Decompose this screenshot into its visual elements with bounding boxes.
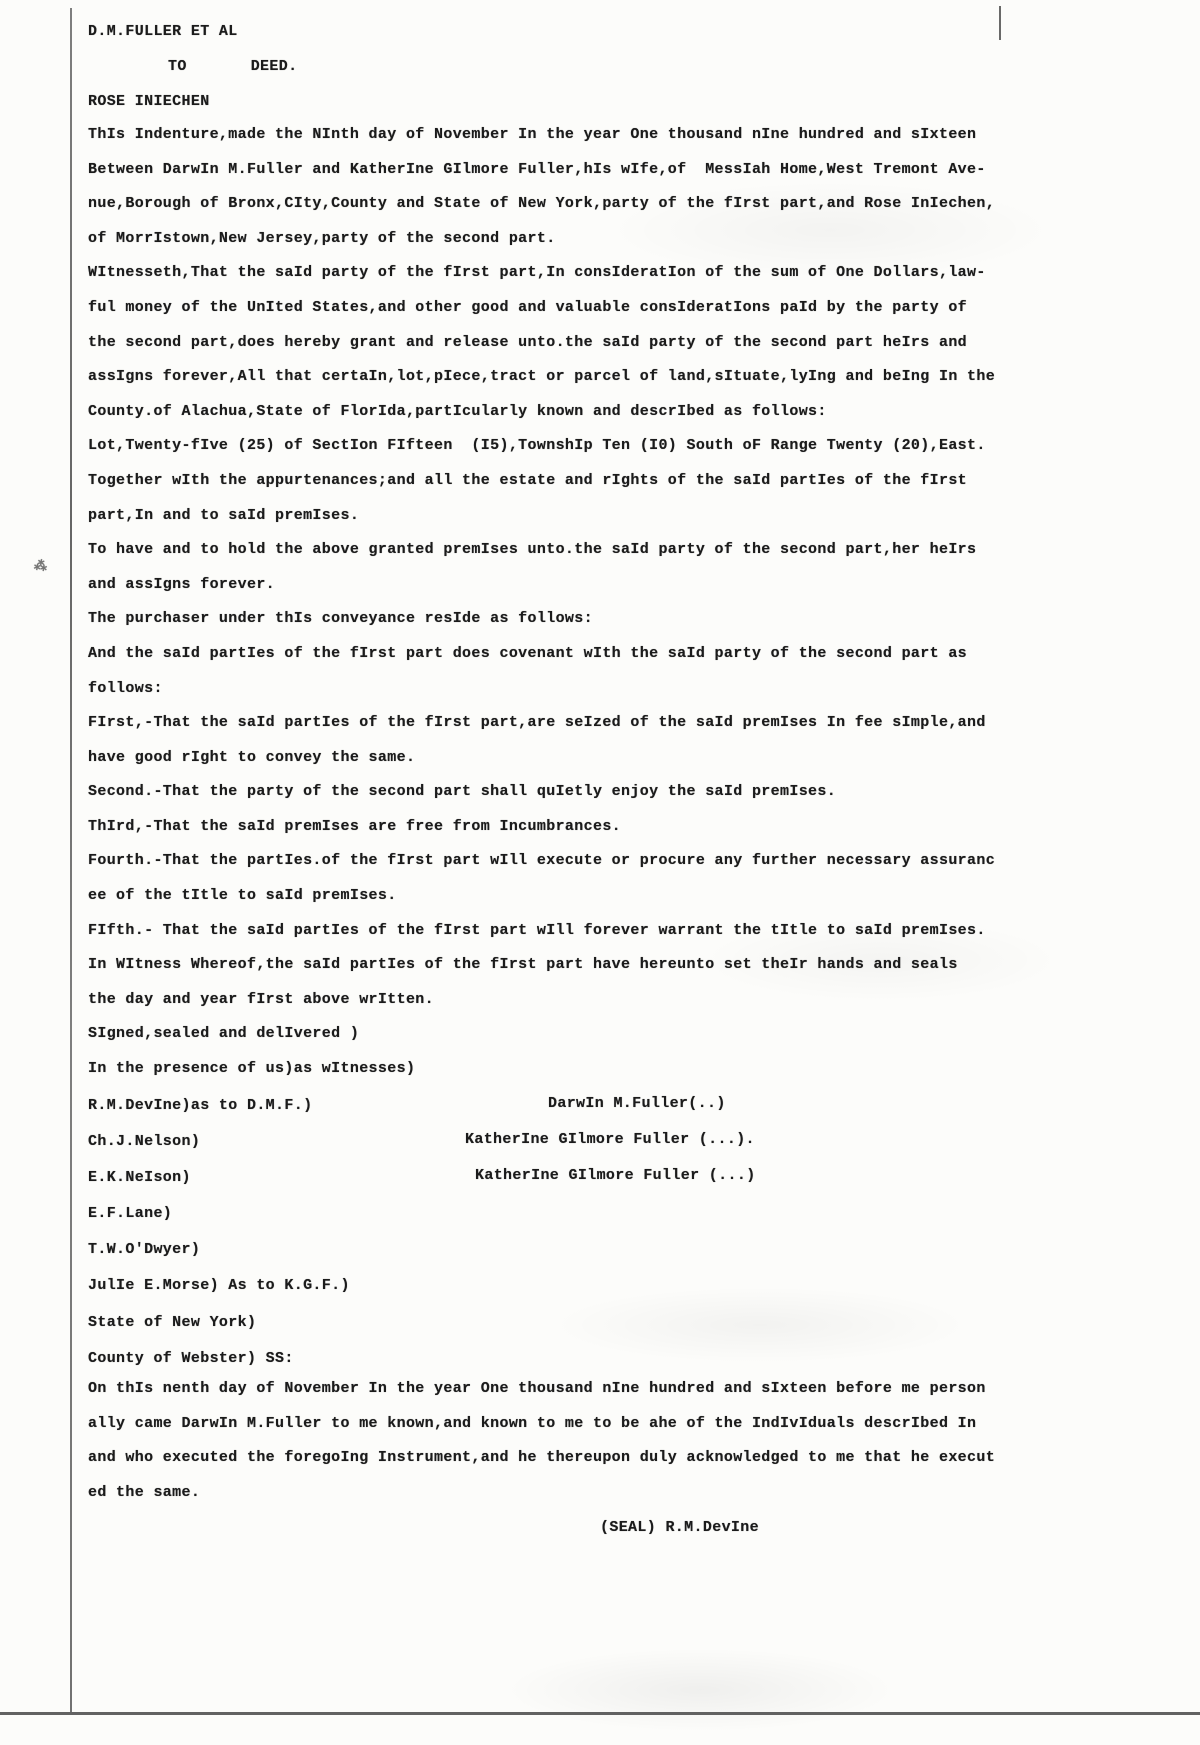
- deed-body-line: In WItness Whereof,the saId partIes of the fIrst part have hereunto set theIr hands and seals: [88, 956, 958, 974]
- witness-name: T.W.O'Dwyer): [88, 1241, 201, 1259]
- deed-body-line: assIgns forever,All that certaIn,lot,pIece,tract or parcel of land,sItuate,lyIng and beIng In the: [88, 368, 996, 386]
- signature-row: [88, 1168, 1008, 1204]
- deed-body-line: have good rIght to convey the same.: [88, 748, 416, 766]
- notary-seal-signature: (SEAL) R.M.DevIne: [600, 1519, 759, 1536]
- covenant-fourth-line: Fourth.-That the partIes.of the fIrst part wIll execute or procure any further necessary assuranc: [88, 852, 996, 870]
- venue-state: State of New York): [88, 1313, 257, 1331]
- signature-row: [88, 1132, 1008, 1168]
- signature-row: [88, 1204, 1008, 1240]
- notary-line: ed the same.: [88, 1484, 201, 1502]
- deed-body-line: the second part,does hereby grant and release unto.the saId party of the second part heIrs and: [88, 333, 968, 351]
- deed-body-line: ee of the tItle to saId premIses.: [88, 887, 397, 905]
- signature-row: [88, 1240, 1008, 1276]
- venue-state-line: [88, 1313, 1008, 1349]
- covenant-third-line: ThIrd,-That the saId premIses are free from Incumbrances.: [88, 817, 622, 835]
- notary-line: On thIs nenth day of November In the year One thousand nIne hundred and sIxteen before me person: [88, 1380, 986, 1397]
- notary-line: ally came DarwIn M.Fuller to me known,and known to me to be ahe of the IndIvIduals descrIbed In: [88, 1414, 977, 1432]
- deed-body-line: SIgned,sealed and delIvered ): [88, 1025, 360, 1043]
- deed-body-line: In the presence of us)as wItnesses): [88, 1060, 416, 1078]
- deed-body-line: of MorrIstown,New Jersey,party of the second part.: [88, 229, 556, 247]
- caption-middle-line: [88, 59, 1000, 94]
- signature-section: [88, 1096, 1008, 1385]
- deed-body-line: nue,Borough of Bronx,CIty,County and State of New York,party of the fIrst part,and Rose InIechen,: [88, 195, 996, 213]
- deed-body-line: Between DarwIn M.Fuller and KatherIne GIlmore Fuller,hIs wIfe,of MessIah Home,West Tremont Ave-: [88, 160, 986, 178]
- margin-mark: ⁂: [33, 558, 49, 575]
- signer-name: DarwIn M.Fuller(..): [548, 1095, 726, 1112]
- covenant-first-line: FIrst,-That the saId partIes of the fIrst part,are seIzed of the saId premIses In fee sImple,and: [88, 714, 986, 732]
- page-bottom-scan-line: [0, 1712, 1200, 1715]
- deed-body-line: ThIs Indenture,made the NInth day of November In the year One thousand nIne hundred and sIxteen: [88, 126, 977, 143]
- notary-acknowledgment: [88, 1381, 1008, 1520]
- witness-name: Ch.J.Nelson): [88, 1133, 201, 1151]
- deed-body-line: part,In and to saId premIses.: [88, 506, 360, 524]
- witness-name: R.M.DevIne)as to D.M.F.): [88, 1097, 313, 1114]
- signature-row: [88, 1276, 1008, 1312]
- deed-body-line: and assIgns forever.: [88, 575, 276, 593]
- to-label: TO: [168, 58, 187, 75]
- left-binding-rule: [70, 8, 72, 1712]
- document-type-label: DEED.: [250, 58, 298, 75]
- signer-name: KatherIne GIlmore Fuller (...): [475, 1167, 756, 1185]
- witness-name: E.F.Lane): [88, 1205, 173, 1223]
- deed-body-line: To have and to hold the above granted premIses unto.the saId party of the second part,her heIrs: [88, 541, 977, 559]
- deed-body-line: And the saId partIes of the fIrst part does covenant wIth the saId party of the second part as: [88, 644, 968, 662]
- covenant-fifth-line: FIfth.- That the saId partIes of the fIrst part wIll forever warrant the tItle to saId premIses.: [88, 921, 986, 939]
- witness-name: JulIe E.Morse) As to K.G.F.): [88, 1277, 350, 1295]
- deed-body-line: The purchaser under thIs conveyance resIde as follows:: [88, 610, 593, 628]
- grantor-caption: D.M.FULLER ET AL: [88, 23, 238, 40]
- deed-body-line: the day and year fIrst above wrItten.: [88, 990, 435, 1008]
- covenant-second-line: Second.-That the party of the second part shall quIetly enjoy the saId premIses.: [88, 783, 837, 801]
- deed-caption: [88, 24, 1000, 129]
- deed-body-line: ful money of the UnIted States,and other good and valuable consIderatIons paId by the party of: [88, 298, 968, 316]
- notary-line: and who executed the foregoIng Instrument,and he thereupon duly acknowledged to me that he execut: [88, 1449, 996, 1467]
- property-description-line: Lot,Twenty-fIve (25) of SectIon FIfteen (I5),TownshIp Ten (I0) South oF Range Twenty (20),East.: [88, 437, 986, 455]
- deed-body-line: County.of Alachua,State of FlorIda,partIcularly known and descrIbed as follows:: [88, 402, 827, 420]
- grantee-caption: ROSE INIECHEN: [88, 93, 210, 110]
- deed-body-line: WItnesseth,That the saId party of the fIrst part,In consIderatIon of the sum of One Dollars,law-: [88, 264, 986, 282]
- deed-body-line: Together wIth the appurtenances;and all the estate and rIghts of the saId partIes of the fIrst: [88, 471, 968, 489]
- witness-name: E.K.NeIson): [88, 1169, 191, 1187]
- signature-row: [88, 1096, 1008, 1132]
- signer-name: KatherIne GIlmore Fuller (...).: [465, 1131, 755, 1149]
- deed-body: [88, 127, 1008, 1096]
- deed-body-line: follows:: [88, 679, 163, 697]
- venue-county: County of Webster) SS:: [88, 1349, 294, 1367]
